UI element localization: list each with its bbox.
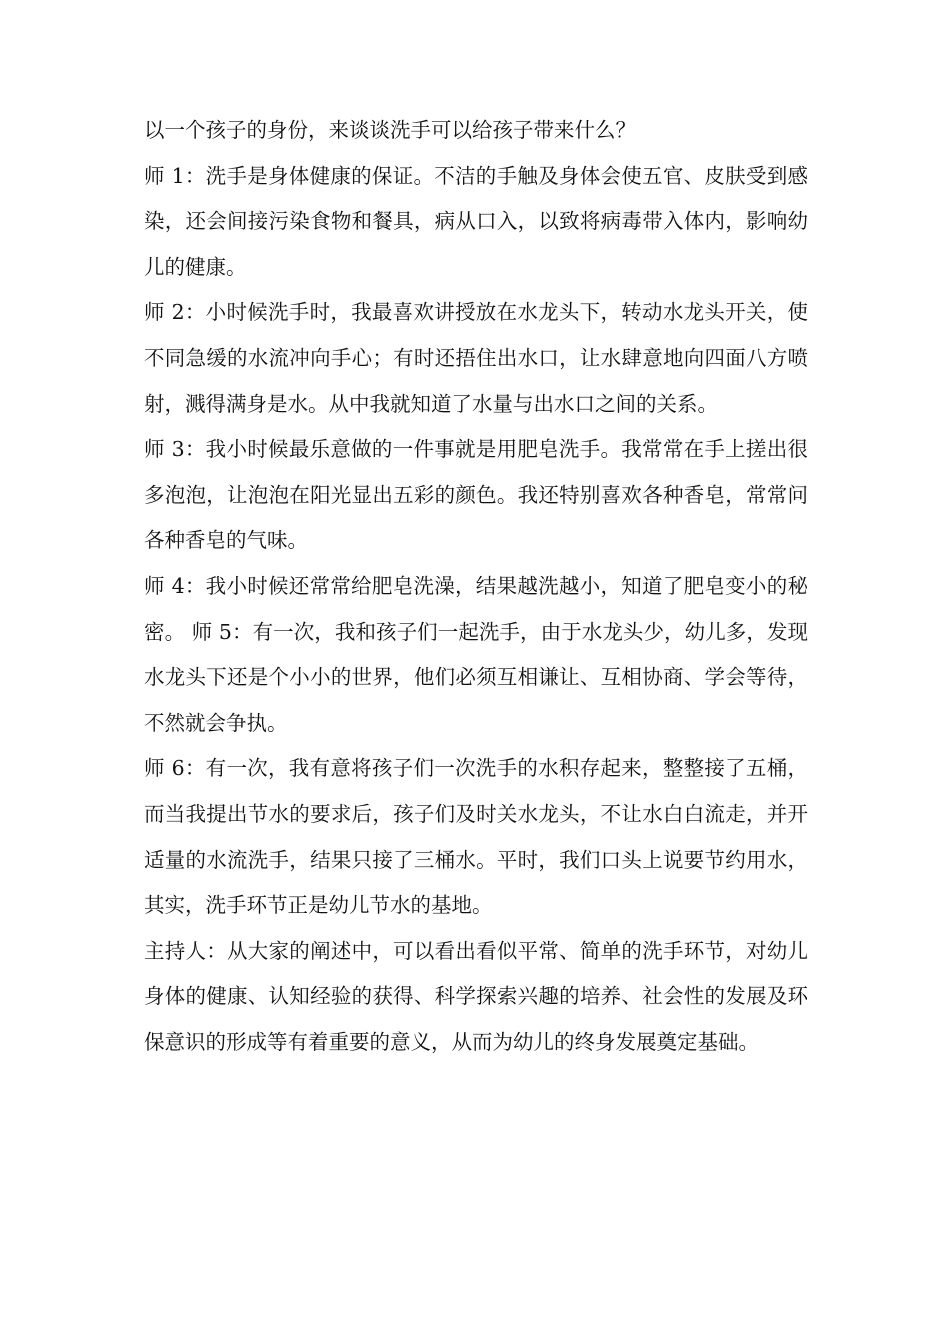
- paragraph-teacher-6: 师 6：有一次，我有意将孩子们一次洗手的水积存起来，整整接了五桶，而当我提出节水的要求后，孩子们及时关水龙头，不让水白白流走，并开适量的水流洗手，结果只接了三桶水。平时，我们口头上说要节约用水，其实，洗手环节正是幼儿节水的基地。: [144, 756, 808, 918]
- paragraph-teacher-3: 师 3：我小时候最乐意做的一件事就是用肥皂洗手。我常常在手上搓出很多泡泡，让泡泡在阳光显出五彩的颜色。我还特别喜欢各种香皂，常常问各种香皂的气味。: [144, 437, 808, 553]
- paragraph-intro-question: 以一个孩子的身份，来谈谈洗手可以给孩子带来什么？: [144, 118, 636, 142]
- document-body: [144, 108, 808, 1065]
- paragraph-teacher-2: 师 2：小时候洗手时，我最喜欢讲授放在水龙头下，转动水龙头开关，使不同急缓的水流冲向手心；有时还捂住出水口，让水肆意地向四面八方喷射，溅得满身是水。从中我就知道了水量与出水口之间的关系。: [144, 300, 808, 416]
- paragraph-host-summary: 主持人：从大家的阐述中，可以看出看似平常、简单的洗手环节，对幼儿身体的健康、认知经验的获得、科学探索兴趣的培养、社会性的发展及环保意识的形成等有着重要的意义，从而为幼儿的终身发展奠定基础。: [144, 938, 808, 1054]
- paragraph-teacher-4-5: 师 4：我小时候还常常给肥皂洗澡，结果越洗越小，知道了肥皂变小的秘密。 师 5：有一次，我和孩子们一起洗手，由于水龙头少，幼儿多，发现水龙头下还是个小小的世界，他们必须互相谦让、互相协商、学会等待，不然就会争执。: [144, 573, 808, 735]
- paragraph-teacher-1: 师 1：洗手是身体健康的保证。不洁的手触及身体会使五官、皮肤受到感染，还会间接污染食物和餐具，病从口入，以致将病毒带入体内，影响幼儿的健康。: [144, 163, 808, 279]
